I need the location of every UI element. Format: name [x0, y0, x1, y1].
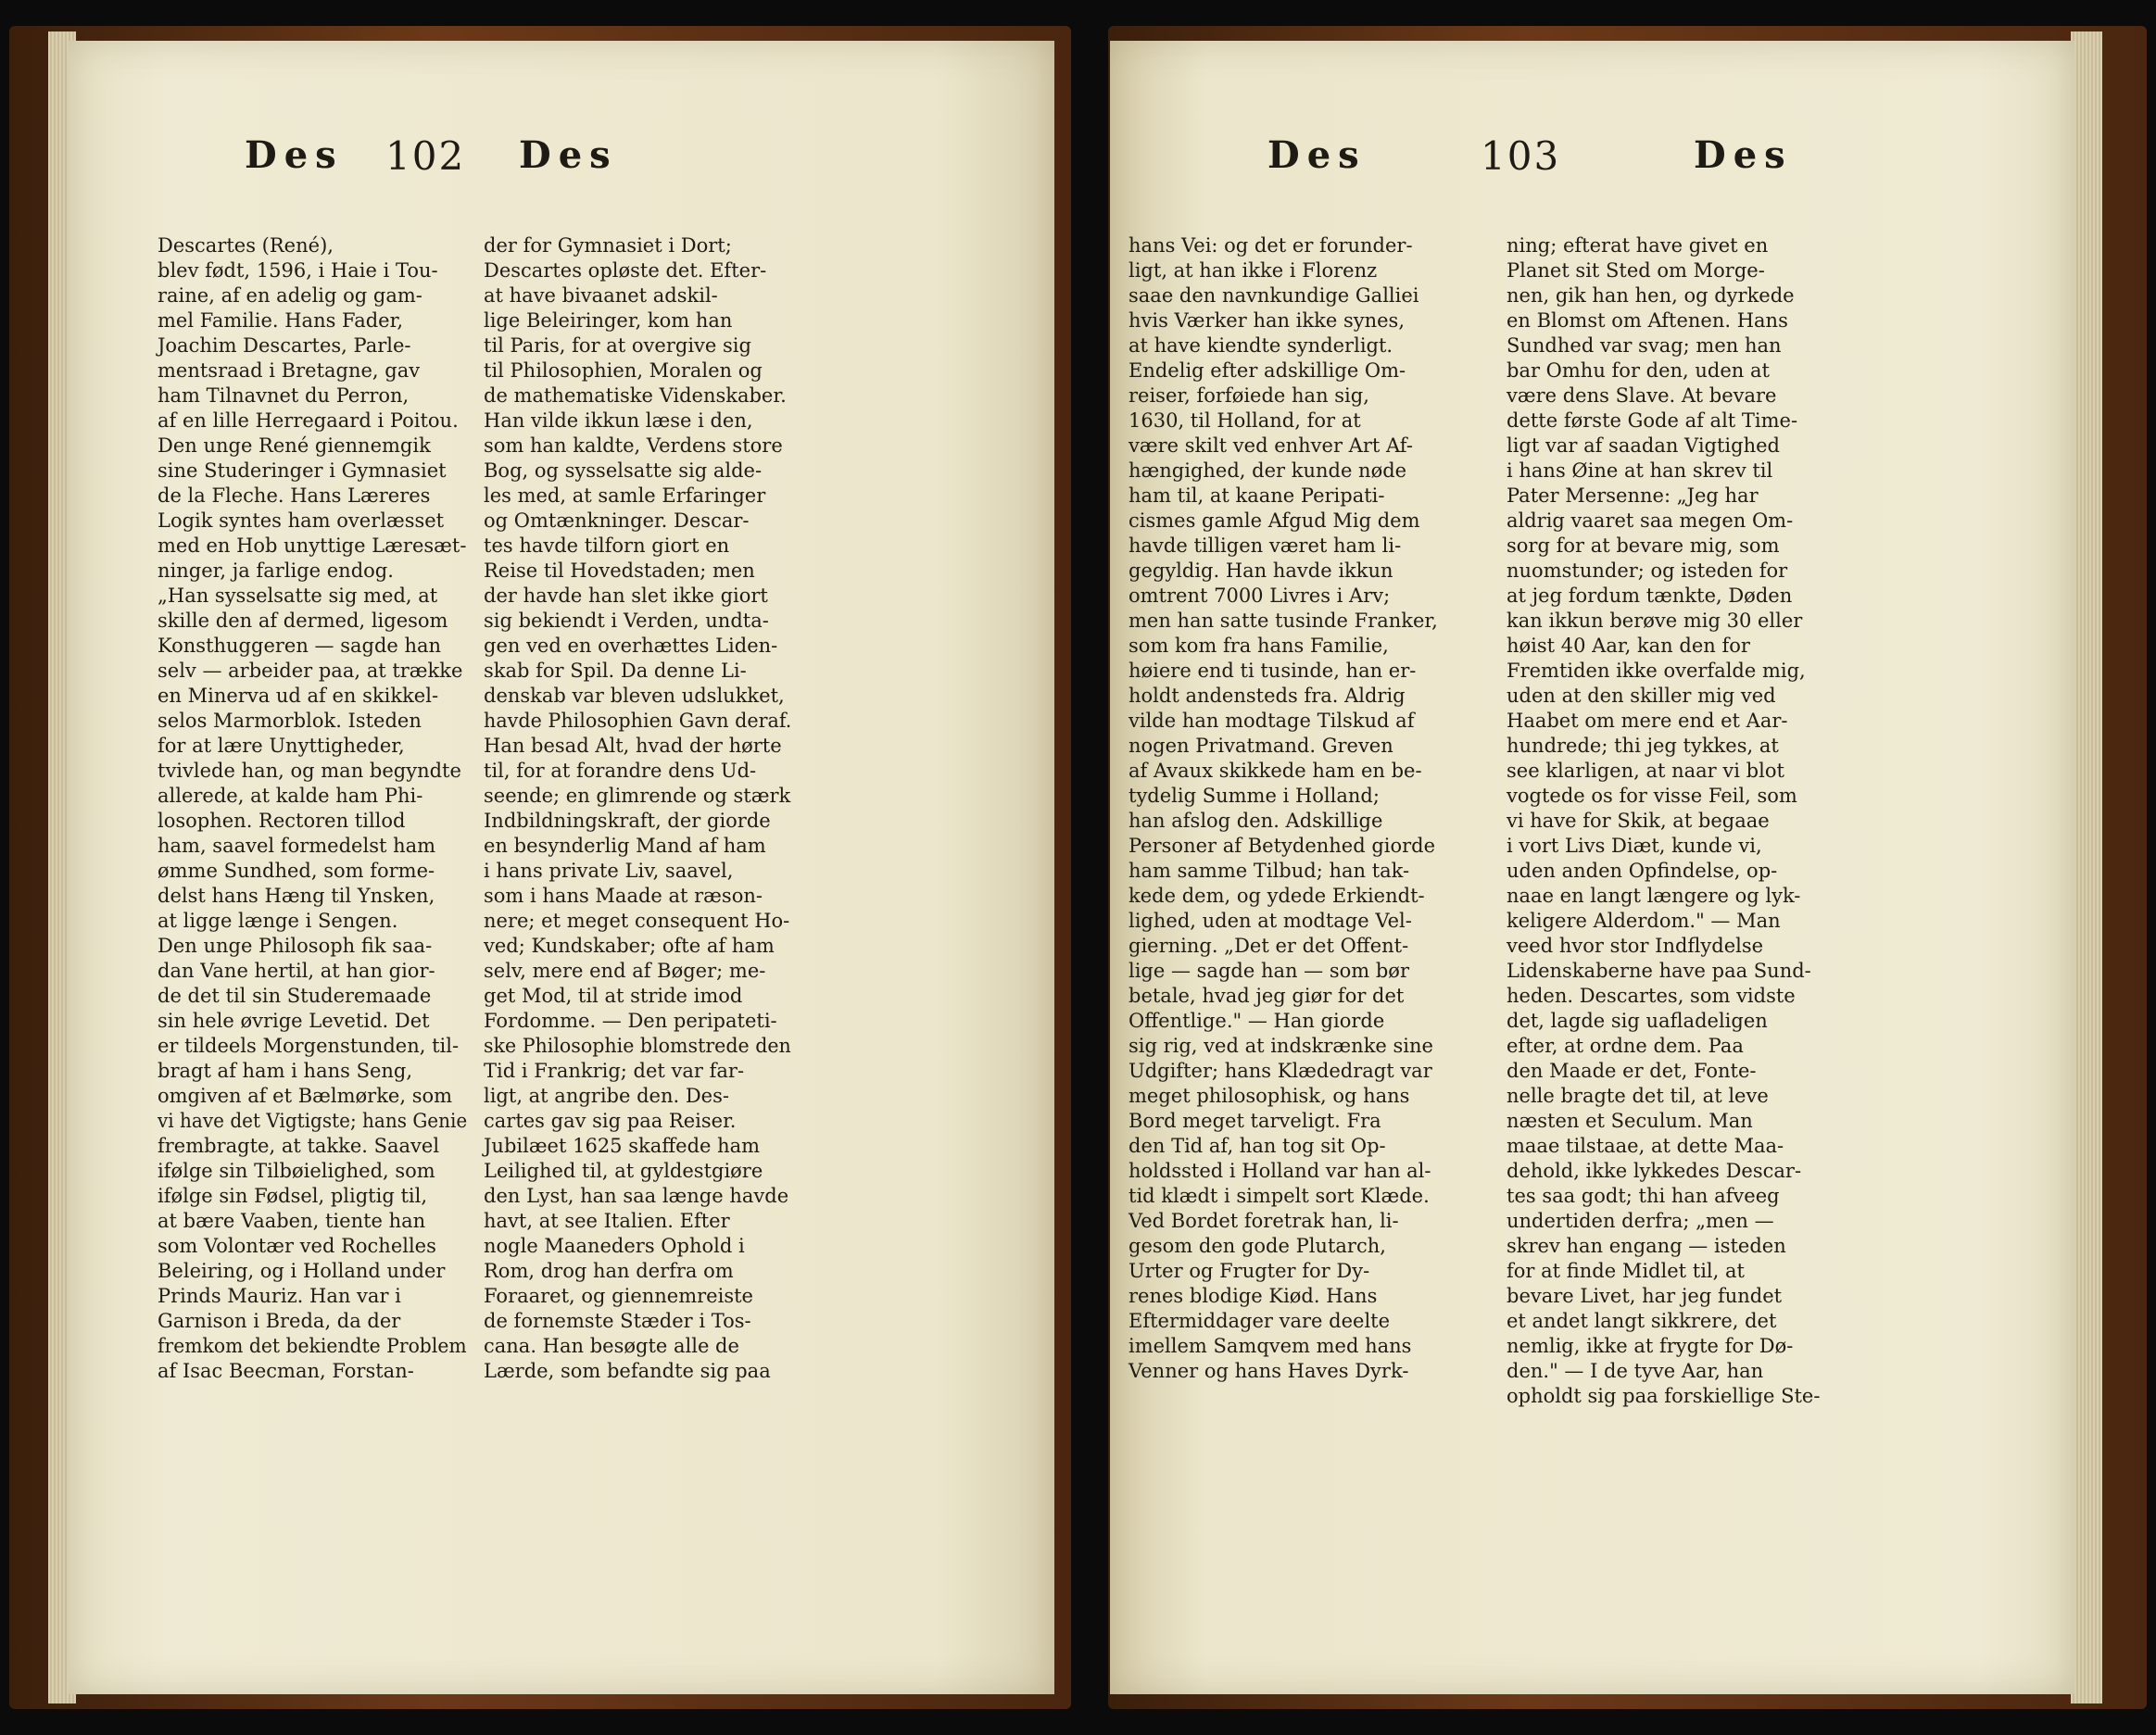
text-line: Lidenskaberne have paa Sund-: [1507, 960, 1811, 982]
text-line: Fremtiden ikke overfalde mig,: [1507, 660, 1806, 682]
text-line: han afslog den. Adskillige: [1128, 810, 1383, 832]
header-word-left: Des: [1267, 133, 1367, 177]
text-line: Tid i Frankrig; det var far-: [484, 1060, 745, 1082]
text-line: reiser, forføiede han sig,: [1128, 384, 1369, 407]
text-line: renes blodige Kiød. Hans: [1128, 1285, 1378, 1307]
text-line: nemlig, ikke at frygte for Dø-: [1507, 1335, 1794, 1357]
text-line: som han kaldte, Verdens store: [484, 434, 783, 457]
text-line: Endelig efter adskillige Om-: [1128, 359, 1406, 382]
text-line: heden. Descartes, som vidste: [1507, 985, 1796, 1007]
text-column-1: [158, 233, 467, 1384]
text-line: vogtede os for visse Feil, som: [1507, 785, 1797, 807]
text-line: les med, at samle Erfaringer: [484, 484, 766, 507]
header-word-right: Des: [1694, 133, 1793, 177]
text-line: være dens Slave. At bevare: [1507, 384, 1777, 407]
text-line: at have bivaanet adskil-: [484, 284, 718, 307]
header-word-left: Des: [245, 133, 344, 177]
text-line: opholdt sig paa forskiellige Ste-: [1507, 1385, 1821, 1407]
text-line: de det til sin Studeremaade: [158, 985, 432, 1007]
text-line: gesom den gode Plutarch,: [1128, 1235, 1386, 1257]
text-line: som Volontær ved Rochelles: [158, 1235, 436, 1257]
text-line: omgiven af et Bælmørke, som: [158, 1085, 453, 1107]
text-line: til, for at forandre dens Ud-: [484, 760, 757, 782]
text-line: gegyldig. Han havde ikkun: [1128, 559, 1393, 582]
text-line: bevare Livet, har jeg fundet: [1507, 1285, 1783, 1307]
text-line: den Maade er det, Fonte-: [1507, 1060, 1757, 1082]
text-line: en Minerva ud af en skikkel-: [158, 685, 439, 707]
text-line: Haabet om mere end et Aar-: [1507, 710, 1788, 732]
text-line: vi have det Vigtigste; hans Genie: [158, 1110, 468, 1132]
text-line: ligt, at han ikke i Florenz: [1128, 259, 1378, 282]
text-line: og Omtænkninger. Descar-: [484, 509, 750, 532]
text-line: Prinds Mauriz. Han var i: [158, 1285, 401, 1307]
text-line: være skilt ved enhver Art Af-: [1128, 434, 1413, 457]
text-line: af Isac Beecman, Forstan-: [158, 1360, 414, 1382]
text-line: Den unge Philosoph fik saa-: [158, 935, 433, 957]
text-line: til Philosophien, Moralen og: [484, 359, 763, 382]
text-line: Han vilde ikkun læse i den,: [484, 409, 753, 432]
running-header-left: [69, 133, 1054, 198]
text-line: Descartes opløste det. Efter-: [484, 259, 767, 282]
text-line: tydelig Summe i Holland;: [1128, 785, 1380, 807]
text-line: Foraaret, og giennemreiste: [484, 1285, 753, 1307]
text-line: Planet sit Sted om Morge-: [1507, 259, 1765, 282]
text-line: havde Philosophien Gavn deraf.: [484, 710, 792, 732]
text-line: betale, hvad jeg giør for det: [1128, 985, 1405, 1007]
page-103: [1110, 41, 2074, 1694]
text-line: af Avaux skikkede ham en be-: [1128, 760, 1422, 782]
text-line: en besynderlig Mand af ham: [484, 835, 766, 857]
text-line: bar Omhu for den, uden at: [1507, 359, 1770, 382]
text-line: ninger, ja farlige endog.: [158, 559, 394, 582]
text-line: ligt var af saadan Vigtighed: [1507, 434, 1780, 457]
text-line: ske Philosophie blomstrede den: [484, 1035, 791, 1057]
text-line: Den unge René giennemgik: [158, 434, 431, 457]
text-line: den Lyst, han saa længe havde: [484, 1185, 789, 1207]
text-line: høiere end ti tusinde, han er-: [1128, 660, 1417, 682]
text-line: Beleiring, og i Holland under: [158, 1260, 446, 1282]
text-line: naae en langt længere og lyk-: [1507, 885, 1801, 907]
text-line: ham samme Tilbud; han tak-: [1128, 860, 1410, 882]
text-line: for at finde Midlet til, at: [1507, 1260, 1745, 1282]
text-line: Offentlige." — Han giorde: [1128, 1010, 1385, 1032]
text-line: at jeg fordum tænkte, Døden: [1507, 585, 1793, 607]
text-line: lige — sagde han — som bør: [1128, 960, 1409, 982]
text-line: sine Studeringer i Gymnasiet: [158, 459, 447, 482]
text-line: skille den af dermed, ligesom: [158, 610, 448, 632]
text-line: Indbildningskraft, der giorde: [484, 810, 771, 832]
text-line: dan Vane hertil, at han gior-: [158, 960, 435, 982]
text-line: af en lille Herregaard i Poitou.: [158, 409, 459, 432]
text-line: havde tilligen været ham li-: [1128, 534, 1402, 557]
text-line: Sundhed var svag; men han: [1507, 334, 1782, 357]
text-line: lige Beleiringer, kom han: [484, 309, 733, 332]
text-line: denskab var bleven udslukket,: [484, 685, 785, 707]
text-line: en Blomst om Aftenen. Hans: [1507, 309, 1788, 332]
text-line: gierning. „Det er det Offent-: [1128, 935, 1409, 957]
text-line: selv, mere end af Bøger; me-: [484, 960, 766, 982]
text-line: keligere Alderdom." — Man: [1507, 910, 1781, 932]
text-line: vilde han modtage Tilskud af: [1128, 710, 1415, 732]
text-line: sig rig, ved at indskrænke sine: [1128, 1035, 1433, 1057]
text-line: nogle Maaneders Ophold i: [484, 1235, 745, 1257]
text-column-2: [484, 233, 791, 1384]
text-line: som kom fra hans Familie,: [1128, 635, 1389, 657]
text-line: for at lære Unyttigheder,: [158, 735, 405, 757]
text-line: skrev han engang — isteden: [1507, 1235, 1786, 1257]
text-line: maae tilstaae, at dette Maa-: [1507, 1135, 1784, 1157]
text-line: Lærde, som befandte sig paa: [484, 1360, 771, 1382]
text-line: vi have for Skik, at begaae: [1507, 810, 1770, 832]
text-line: hængighed, der kunde nøde: [1128, 459, 1407, 482]
text-column-1: [1128, 233, 1494, 1384]
text-line: ifølge sin Fødsel, pligtig til,: [158, 1185, 428, 1207]
text-line: uden at den skiller mig ved: [1507, 685, 1776, 707]
text-line: de fornemste Stæder i Tos-: [484, 1310, 751, 1332]
text-line: Bord meget tarveligt. Fra: [1128, 1110, 1381, 1132]
text-line: bragt af ham i hans Seng,: [158, 1060, 413, 1082]
text-line: nogen Privatmand. Greven: [1128, 735, 1393, 757]
text-line: saae den navnkundige Galliei: [1128, 284, 1419, 307]
text-line: i hans private Liv, saavel,: [484, 860, 734, 882]
text-line: nere; et meget consequent Ho-: [484, 910, 790, 932]
text-line: kede dem, og ydede Erkiendt-: [1128, 885, 1425, 907]
text-line: hvis Værker han ikke synes,: [1128, 309, 1405, 332]
text-line: i hans Øine at han skrev til: [1507, 459, 1773, 482]
text-line: Bog, og sysselsatte sig alde-: [484, 459, 763, 482]
text-line: som i hans Maade at ræson-: [484, 885, 763, 907]
text-line: Logik syntes ham overlæsset: [158, 509, 445, 532]
text-line: losophen. Rectoren tillod: [158, 810, 406, 832]
text-line: nuomstunder; og isteden for: [1507, 559, 1788, 582]
text-line: ligt, at angribe den. Des-: [484, 1085, 729, 1107]
text-line: holdt andensteds fra. Aldrig: [1128, 685, 1406, 707]
text-line: Udgifter; hans Klædedragt var: [1128, 1060, 1432, 1082]
text-line: at have kiendte synderligt.: [1128, 334, 1393, 357]
page-edges-right: [2071, 31, 2102, 1704]
text-line: tes havde tilforn giort en: [484, 534, 730, 557]
text-line: seende; en glimrende og stærk: [484, 785, 791, 807]
page-number: 103: [1481, 133, 1561, 179]
text-line: nen, gik han hen, og dyrkede: [1507, 284, 1795, 307]
text-line: lighed, uden at modtage Vel-: [1128, 910, 1412, 932]
text-line: tes saa godt; thi han afveeg: [1507, 1185, 1780, 1207]
text-line: efter, at ordne dem. Paa: [1507, 1035, 1744, 1057]
text-line: havt, at see Italien. Efter: [484, 1210, 730, 1232]
text-line: sorg for at bevare mig, som: [1507, 534, 1780, 557]
text-line: delst hans Hæng til Ynsken,: [158, 885, 435, 907]
text-line: ham Tilnavnet du Perron,: [158, 384, 410, 407]
text-line: imellem Samqvem med hans: [1128, 1335, 1412, 1357]
text-line: de mathematiske Videnskaber.: [484, 384, 787, 407]
text-line: det, lagde sig uafladeligen: [1507, 1010, 1768, 1032]
text-line: den." — I de tyve Aar, han: [1507, 1360, 1764, 1382]
text-line: nelle bragte det til, at leve: [1507, 1085, 1769, 1107]
text-line: omtrent 7000 Livres i Arv;: [1128, 585, 1391, 607]
text-line: Ved Bordet foretrak han, li-: [1128, 1210, 1399, 1232]
text-line: Descartes (René),: [158, 234, 334, 257]
text-line: frembragte, at takke. Saavel: [158, 1135, 440, 1157]
text-line: „Han sysselsatte sig med, at: [158, 585, 438, 607]
text-line: dette første Gode af alt Time-: [1507, 409, 1798, 432]
text-line: Personer af Betydenhed giorde: [1128, 835, 1436, 857]
text-line: selv — arbeider paa, at trække: [158, 660, 463, 682]
text-line: allerede, at kalde ham Phi-: [158, 785, 423, 807]
text-line: ham til, at kaane Peripati-: [1128, 484, 1385, 507]
text-line: kan ikkun berøve mig 30 eller: [1507, 610, 1803, 632]
text-line: Rom, drog han derfra om: [484, 1260, 734, 1282]
text-line: Han besad Alt, hvad der hørte: [484, 735, 782, 757]
text-line: cana. Han besøgte alle de: [484, 1335, 739, 1357]
text-line: aldrig vaaret saa megen Om-: [1507, 509, 1794, 532]
text-line: at bære Vaaben, tiente han: [158, 1210, 426, 1232]
text-line: Jubilæet 1625 skaffede ham: [484, 1135, 761, 1157]
text-line: et andet langt sikkrere, det: [1507, 1310, 1777, 1332]
text-line: sin hele øvrige Levetid. Det: [158, 1010, 430, 1032]
running-header-right: [1110, 133, 2074, 198]
text-line: veed hvor stor Indflydelse: [1507, 935, 1764, 957]
text-line: selos Marmorblok. Isteden: [158, 710, 422, 732]
text-line: høist 40 Aar, kan den for: [1507, 635, 1750, 657]
text-line: hundrede; thi jeg tykkes, at: [1507, 735, 1779, 757]
text-line: hans Vei: og det er forunder-: [1128, 234, 1413, 257]
text-line: get Mod, til at stride imod: [484, 985, 743, 1007]
text-line: blev født, 1596, i Haie i Tou-: [158, 259, 438, 282]
text-line: raine, af en adelig og gam-: [158, 284, 422, 307]
text-line: den Tid af, han tog sit Op-: [1128, 1135, 1386, 1157]
text-line: til Paris, for at overgive sig: [484, 334, 751, 357]
text-line: uden anden Opfindelse, op-: [1507, 860, 1778, 882]
text-line: tvivlede han, og man begyndte: [158, 760, 461, 782]
text-line: skab for Spil. Da denne Li-: [484, 660, 747, 682]
text-line: Joachim Descartes, Parle-: [158, 334, 411, 357]
text-line: ifølge sin Tilbøielighed, som: [158, 1160, 435, 1182]
text-line: Reise til Hovedstaden; men: [484, 559, 755, 582]
text-line: Venner og hans Haves Dyrk-: [1128, 1360, 1409, 1382]
text-line: see klarligen, at naar vi blot: [1507, 760, 1784, 782]
text-line: i vort Livs Diæt, kunde vi,: [1507, 835, 1762, 857]
text-line: med en Hob unyttige Læresæt-: [158, 534, 467, 557]
page-number: 102: [385, 133, 466, 179]
text-line: cartes gav sig paa Reiser.: [484, 1110, 737, 1132]
text-line: ved; Kundskaber; ofte af ham: [484, 935, 775, 957]
text-line: fremkom det bekiendte Problem: [158, 1335, 467, 1357]
text-line: næsten et Seculum. Man: [1507, 1110, 1753, 1132]
text-line: sig bekiendt i Verden, undta-: [484, 610, 769, 632]
text-line: ømme Sundhed, som forme-: [158, 860, 435, 882]
text-line: undertiden derfra; „men —: [1507, 1210, 1774, 1232]
text-line: de la Fleche. Hans Læreres: [158, 484, 431, 507]
text-line: ham, saavel formedelst ham: [158, 835, 436, 857]
text-line: mel Familie. Hans Fader,: [158, 309, 403, 332]
text-line: Leilighed til, at gyldestgiøre: [484, 1160, 763, 1182]
header-word-right: Des: [519, 133, 618, 177]
text-line: men han satte tusinde Franker,: [1128, 610, 1438, 632]
text-line: tid klædt i simpelt sort Klæde.: [1128, 1185, 1430, 1207]
text-line: Garnison i Breda, da der: [158, 1310, 401, 1332]
text-line: Konsthuggeren — sagde han: [158, 635, 442, 657]
page-102: [69, 41, 1054, 1694]
text-line: mentsraad i Bretagne, gav: [158, 359, 421, 382]
text-line: Urter og Frugter for Dy-: [1128, 1260, 1370, 1282]
text-line: dehold, ikke lykkedes Descar-: [1507, 1160, 1802, 1182]
text-line: der havde han slet ikke giort: [484, 585, 768, 607]
text-line: 1630, til Holland, for at: [1128, 409, 1361, 432]
text-line: ning; efterat have givet en: [1507, 234, 1769, 257]
text-line: er tildeels Morgenstunden, til-: [158, 1035, 460, 1057]
text-line: at ligge længe i Sengen.: [158, 910, 398, 932]
text-line: cismes gamle Afgud Mig dem: [1128, 509, 1420, 532]
text-line: Pater Mersenne: „Jeg har: [1507, 484, 1759, 507]
text-line: meget philosophisk, og hans: [1128, 1085, 1410, 1107]
text-line: holdssted i Holland var han al-: [1128, 1160, 1431, 1182]
text-line: Fordomme. — Den peripateti-: [484, 1010, 777, 1032]
text-line: gen ved en overhættes Liden-: [484, 635, 778, 657]
right-page-spread: [1097, 0, 2156, 1735]
text-line: der for Gymnasiet i Dort;: [484, 234, 732, 257]
text-line: Eftermiddager vare deelte: [1128, 1310, 1391, 1332]
text-column-2: [1507, 233, 1859, 1409]
